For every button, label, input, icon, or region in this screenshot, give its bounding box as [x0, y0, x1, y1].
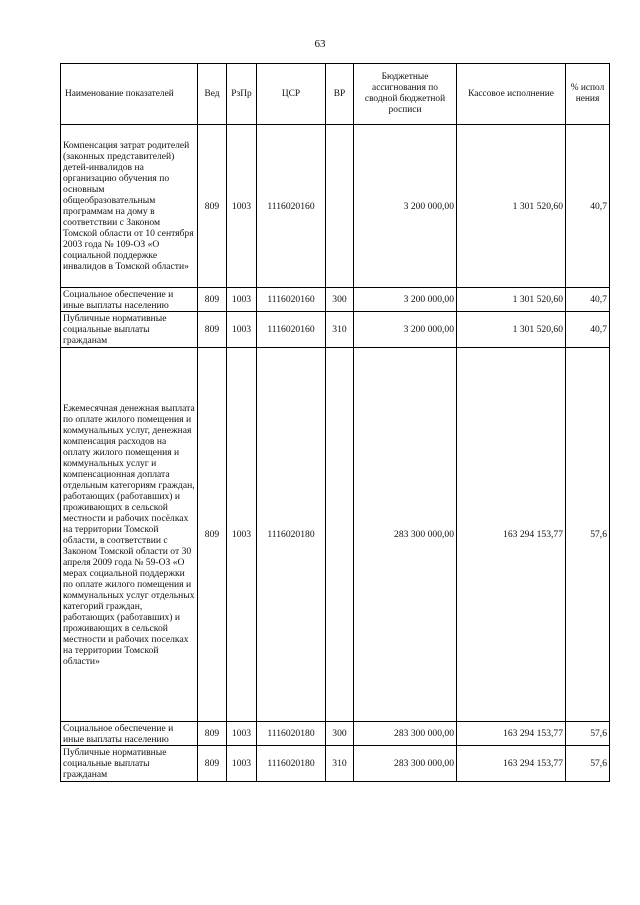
row-cash: 163 294 153,77: [457, 348, 566, 722]
header-csr: ЦСР: [257, 64, 326, 125]
row-vr: [326, 125, 354, 288]
row-vr: [326, 348, 354, 722]
row-vr: 310: [326, 746, 354, 782]
row-percent: 40,7: [566, 312, 610, 348]
header-vr: ВР: [326, 64, 354, 125]
row-ved: 809: [198, 348, 227, 722]
row-percent: 57,6: [566, 722, 610, 746]
row-name: Ежемесячная денежная выплата по оплате жилого помещения и коммунальных услуг, денежная компенсация расходов на оплату жилого помещения и коммунальных услуг и компенсационная доплата отдельным категориям граждан, работающих (работавших) и проживающих в сельской местности и рабочих посёлках на территории Томской области, в соответствии с Законом Томской области от 30 апреля 2009 года № 59-ОЗ «О мерах социальной поддержки по оплате жилого помещения и коммунальных услуг отдельных категорий граждан, работающих (работавших) и проживающих в сельской местности и рабочих поселках на территории Томской области»: [61, 348, 198, 722]
row-rzpr: 1003: [227, 312, 257, 348]
row-csr: 1116020180: [257, 348, 326, 722]
row-ved: 809: [198, 312, 227, 348]
row-csr: 1116020160: [257, 312, 326, 348]
row-vr: 300: [326, 722, 354, 746]
row-rzpr: 1003: [227, 288, 257, 312]
header-cash: Кассовое исполнение: [457, 64, 566, 125]
table-row: [61, 288, 610, 312]
row-percent: 57,6: [566, 348, 610, 722]
row-cash: 1 301 520,60: [457, 312, 566, 348]
row-rzpr: 1003: [227, 722, 257, 746]
row-ved: 809: [198, 125, 227, 288]
row-cash: 1 301 520,60: [457, 125, 566, 288]
row-budget: 3 200 000,00: [354, 312, 457, 348]
table-row: [61, 125, 610, 288]
row-vr: 310: [326, 312, 354, 348]
row-budget: 283 300 000,00: [354, 722, 457, 746]
row-budget: 283 300 000,00: [354, 746, 457, 782]
row-budget: 3 200 000,00: [354, 125, 457, 288]
table-row: [61, 312, 610, 348]
row-rzpr: 1003: [227, 348, 257, 722]
row-csr: 1116020180: [257, 722, 326, 746]
row-csr: 1116020180: [257, 746, 326, 782]
row-cash: 163 294 153,77: [457, 746, 566, 782]
page-number: 63: [314, 38, 326, 50]
row-name: Компенсация затрат родителей (законных представителей) детей-инвалидов на организацию обучения по основным общеобразовательным программам на дому в соответствии с Законом Томской области от 10 сентября 2003 года № 109-ОЗ «О социальной поддержке инвалидов в Томской области»: [61, 125, 198, 288]
row-percent: 57,6: [566, 746, 610, 782]
table-header-row: [61, 64, 610, 125]
table-row: [61, 722, 610, 746]
header-percent: % испол нения: [566, 64, 610, 125]
row-rzpr: 1003: [227, 746, 257, 782]
row-ved: 809: [198, 288, 227, 312]
budget-table: [60, 63, 610, 782]
row-percent: 40,7: [566, 125, 610, 288]
row-budget: 283 300 000,00: [354, 348, 457, 722]
row-cash: 163 294 153,77: [457, 722, 566, 746]
row-rzpr: 1003: [227, 125, 257, 288]
row-csr: 1116020160: [257, 288, 326, 312]
header-budget: Бюджетные ассигнования по сводной бюджетной росписи: [354, 64, 457, 125]
row-ved: 809: [198, 722, 227, 746]
row-ved: 809: [198, 746, 227, 782]
table-row: [61, 746, 610, 782]
row-vr: 300: [326, 288, 354, 312]
table-row: [61, 348, 610, 722]
row-name: Социальное обеспечение и иные выплаты населению: [61, 722, 198, 746]
header-name: Наименование показателей: [61, 64, 198, 125]
row-csr: 1116020160: [257, 125, 326, 288]
row-name: Публичные нормативные социальные выплаты гражданам: [61, 746, 198, 782]
row-name: Социальное обеспечение и иные выплаты населению: [61, 288, 198, 312]
row-cash: 1 301 520,60: [457, 288, 566, 312]
header-ved: Вед: [198, 64, 227, 125]
row-name: Публичные нормативные социальные выплаты гражданам: [61, 312, 198, 348]
row-budget: 3 200 000,00: [354, 288, 457, 312]
row-percent: 40,7: [566, 288, 610, 312]
header-rzpr: РзПр: [227, 64, 257, 125]
